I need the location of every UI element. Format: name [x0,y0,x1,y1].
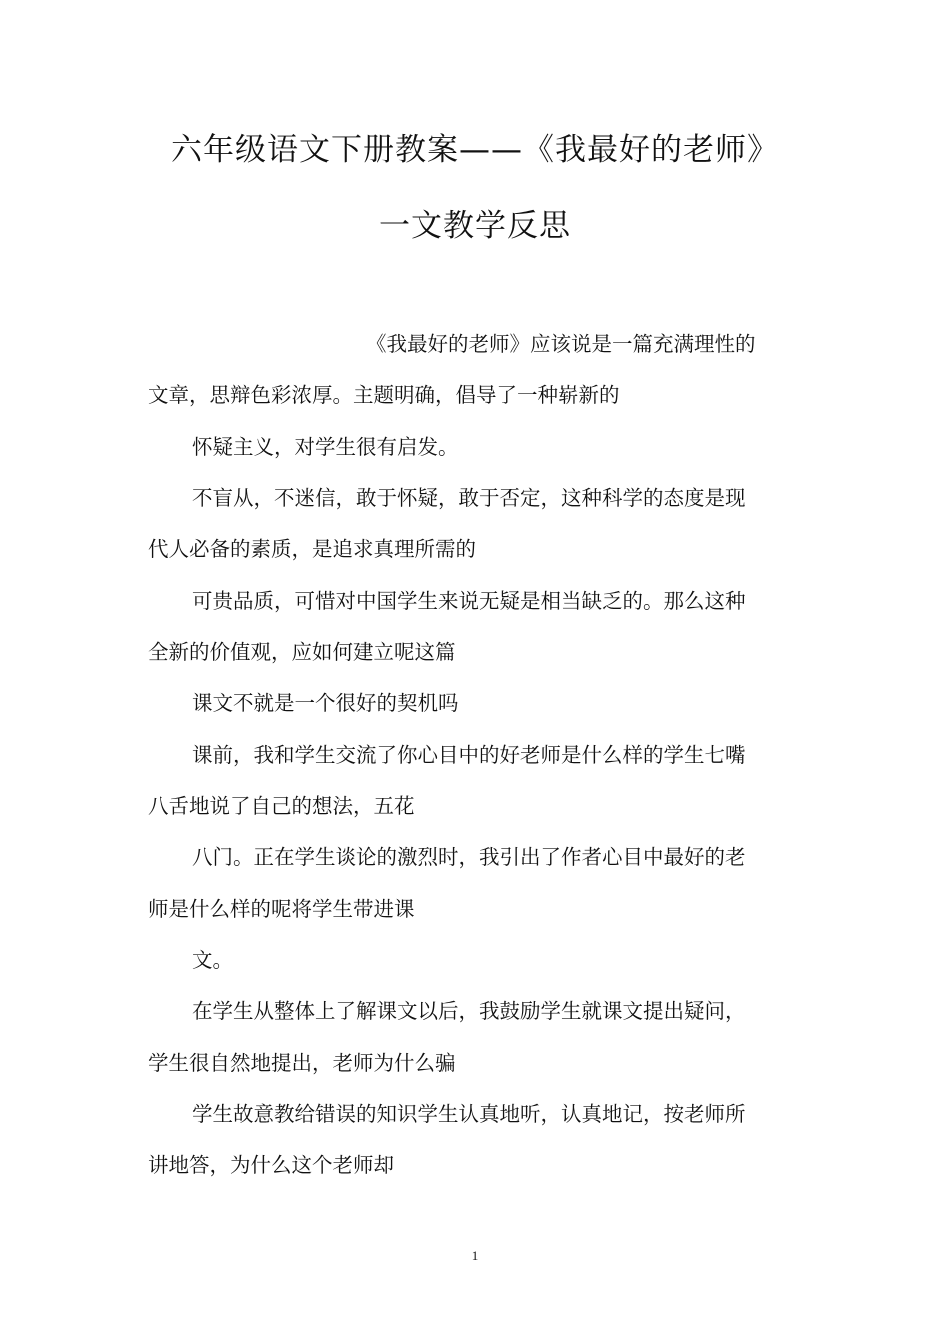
body-line: 怀疑主义，对学生很有启发。 [192,435,459,459]
body-line: 文。 [192,948,233,972]
body-line: 《我最好的老师》应该说是一篇充满理性的 [366,332,756,356]
body-line: 课文不就是一个很好的契机吗 [192,691,459,715]
body-line: 文章，思辩色彩浓厚。主题明确，倡导了一种崭新的 [148,383,620,407]
body-line: 八门。正在学生谈论的激烈时，我引出了作者心目中最好的老 [192,845,746,869]
body-line: 可贵品质，可惜对中国学生来说无疑是相当缺乏的。那么这种 [192,589,746,613]
body-line: 不盲从，不迷信，敢于怀疑，敢于否定，这种科学的态度是现 [192,486,746,510]
document-title-line-1: 六年级语文下册教案——《我最好的老师》 [171,132,779,168]
page-number: 1 [471,1248,479,1263]
body-line: 师是什么样的呢将学生带进课 [148,897,415,921]
body-line: 在学生从整体上了解课文以后，我鼓励学生就课文提出疑问， [192,999,746,1023]
document-title-line-2: 一文教学反思 [379,208,571,244]
body-line: 课前，我和学生交流了你心目中的好老师是什么样的学生七嘴 [192,743,746,767]
body-line: 代人必备的素质，是追求真理所需的 [148,537,476,561]
body-line: 学生故意教给错误的知识学生认真地听，认真地记，按老师所 [192,1102,746,1126]
body-line: 学生很自然地提出，老师为什么骗 [148,1051,456,1075]
body-line: 八舌地说了自己的想法，五花 [148,794,415,818]
body-line: 全新的价值观，应如何建立呢这篇 [148,640,456,664]
body-line: 讲地答，为什么这个老师却 [148,1153,394,1177]
